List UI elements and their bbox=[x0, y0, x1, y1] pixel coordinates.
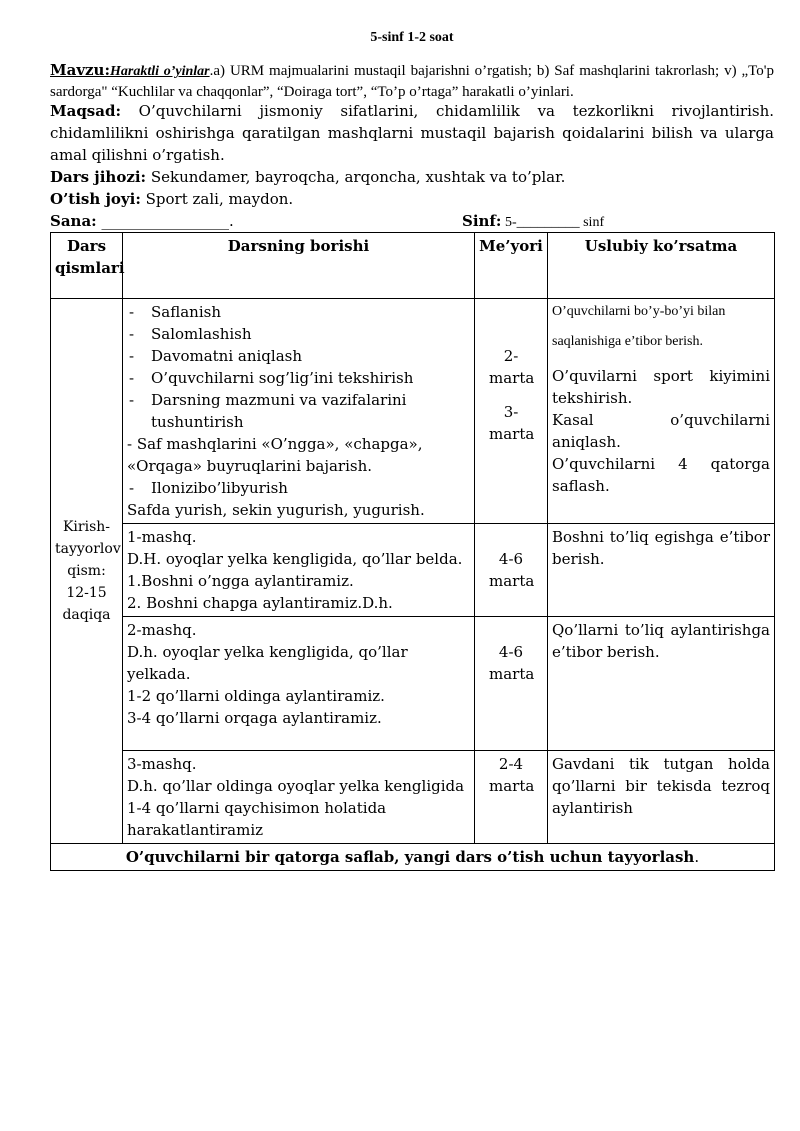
header-cell: Dars qismlari bbox=[51, 233, 123, 299]
activity-cell bbox=[123, 524, 475, 617]
exercise-line: 1-2 qo’llarni oldinga aylantiramiz. bbox=[127, 687, 385, 705]
drill-text: - Saf mashqlarini «O’ngga», «chapga», «Orqaga» buyruqlarini bajarish. bbox=[127, 435, 423, 475]
location-text: Sport zali, maydon. bbox=[140, 190, 294, 208]
exercise-title: 1-mashq. bbox=[127, 528, 197, 546]
norm-value: 2-marta bbox=[489, 347, 535, 387]
exercise-line: 2. Boshni chapga aylantiramiz.D.h. bbox=[127, 594, 393, 612]
exercise-line: 3-4 qo’llarni orqaga aylantiramiz. bbox=[127, 709, 382, 727]
equipment-line bbox=[50, 166, 774, 188]
date-label: Sana: bbox=[50, 212, 97, 230]
norm-value: 2-4 marta bbox=[489, 755, 535, 795]
footer-text: O’quvchilarni bir qatorga saflab, yangi dars o’tish uchun tayyorlash bbox=[125, 848, 695, 866]
class-value: 5-_________ sinf bbox=[501, 215, 605, 230]
exercise-title: 3-mashq. bbox=[127, 755, 197, 773]
activity-cell bbox=[123, 617, 475, 751]
activity-list bbox=[127, 301, 470, 433]
goal-label: Maqsad: bbox=[50, 102, 122, 120]
norm-cell bbox=[475, 751, 548, 844]
norm-cell bbox=[475, 524, 548, 617]
guidance-cell bbox=[548, 299, 775, 524]
norm-value: 4-6 marta bbox=[489, 550, 535, 590]
guidance-text: O’quvchilarni 4 qatorga saflash. bbox=[552, 455, 770, 495]
goal-paragraph bbox=[50, 100, 774, 166]
guidance-cell: Gavdani tik tutgan holda qo’llarni bir tekisda tezroq aylantirish bbox=[548, 751, 775, 844]
norm-value: 3-marta bbox=[489, 403, 535, 443]
norm-value: 4-6 marta bbox=[489, 643, 535, 683]
header-cell: Me’yori bbox=[475, 233, 548, 299]
activity-cell bbox=[123, 299, 475, 524]
exercise-line: D.h. oyoqlar yelka kengligida, qo’llar yelkada. bbox=[127, 643, 408, 683]
exercise-title: 2-mashq. bbox=[127, 621, 197, 639]
list-item: - O’quvchilarni sog’lig’ini tekshirish bbox=[127, 367, 470, 389]
footer-cell bbox=[51, 844, 775, 871]
lesson-table bbox=[50, 232, 775, 871]
guidance-cell: Qo’llarni to’liq aylantirishga e’tibor berish. bbox=[548, 617, 775, 751]
header-cell: Darsning borishi bbox=[123, 233, 475, 299]
section-cell: Kirish-tayyorlov qism: 12-15 daqiqa bbox=[51, 299, 123, 844]
norm-cell bbox=[475, 617, 548, 751]
equipment-label: Dars jihozi: bbox=[50, 168, 147, 186]
exercise-line: D.H. oyoqlar yelka kengligida, qo’llar belda. bbox=[127, 550, 463, 568]
list-item: - Davomatni aniqlash bbox=[127, 345, 470, 367]
activity-list-2 bbox=[127, 477, 470, 499]
topic-name: Haraktli o’yinlar bbox=[110, 64, 210, 79]
topic-text: .a) URM majmualarini mustaqil bajarishni o’rgatish; b) Saf mashqlarini takrorlash; v) „To'p sardorga" “Kuchlilar va chaqqonlar”, “Doiraga tort”, “To’p o’rtaga” harakatli o’yinlari. bbox=[50, 63, 774, 100]
list-item: - Salomlashish bbox=[127, 323, 470, 345]
list-item: - Ilonizibo’libyurish bbox=[127, 477, 470, 499]
table-footer-row bbox=[51, 844, 775, 871]
walk-text: Safda yurish, sekin yugurish, yugurish. bbox=[127, 501, 425, 519]
topic-label: Mavzu: bbox=[50, 61, 110, 79]
table-row bbox=[51, 299, 775, 524]
goal-text: O’quvchilarni jismoniy sifatlarini, chidamlilik va tezkorlikni rivojlantirish. chidamlilikni oshirishga qaratilgan mashqlarni mustaqil bajarish qoidalarini bilish va ularga amal qilishni o’rgatish. bbox=[50, 102, 774, 164]
guidance-cell: Boshni to’liq egishga e’tibor berish. bbox=[548, 524, 775, 617]
table-row bbox=[51, 524, 775, 617]
date-class-line bbox=[50, 210, 774, 232]
norm-cell bbox=[475, 299, 548, 524]
date-value: _________________. bbox=[96, 212, 234, 230]
page-title: 5-sinf 1-2 soat bbox=[370, 30, 454, 45]
exercise-line: 1.Boshni o’ngga aylantiramiz. bbox=[127, 572, 354, 590]
exercise-line: D.h. qo’llar oldinga oyoqlar yelka kengligida 1-4 qo’llarni qaychisimon holatida harakatlantiramiz bbox=[127, 777, 465, 839]
table-row bbox=[51, 617, 775, 751]
list-item: - Saflanish bbox=[127, 301, 470, 323]
guidance-text: Kasal o’quvchilarni aniqlash. bbox=[552, 411, 770, 451]
table-header-row bbox=[51, 233, 775, 299]
location-label: O’tish joyi: bbox=[50, 190, 141, 208]
activity-cell bbox=[123, 751, 475, 844]
guidance-text: O’quvchilarni bo’y-bo’yi bilan bbox=[552, 304, 726, 319]
equipment-text: Sekundamer, bayroqcha, arqoncha, xushtak va to’plar. bbox=[146, 168, 566, 186]
list-item: - Darsning mazmuni va vazifalarini tushuntirish bbox=[127, 389, 470, 433]
guidance-text: O’quvilarni sport kiyimini tekshirish. bbox=[552, 367, 770, 407]
footer-period: . bbox=[694, 848, 700, 866]
topic-paragraph bbox=[50, 60, 774, 102]
class-label: Sinf: bbox=[462, 212, 502, 230]
class-field bbox=[462, 210, 604, 234]
header-cell: Uslubiy ko’rsatma bbox=[548, 233, 775, 299]
guidance-text: saqlanishiga e’tibor berish. bbox=[552, 334, 703, 349]
table-row bbox=[51, 751, 775, 844]
location-line bbox=[50, 188, 774, 210]
